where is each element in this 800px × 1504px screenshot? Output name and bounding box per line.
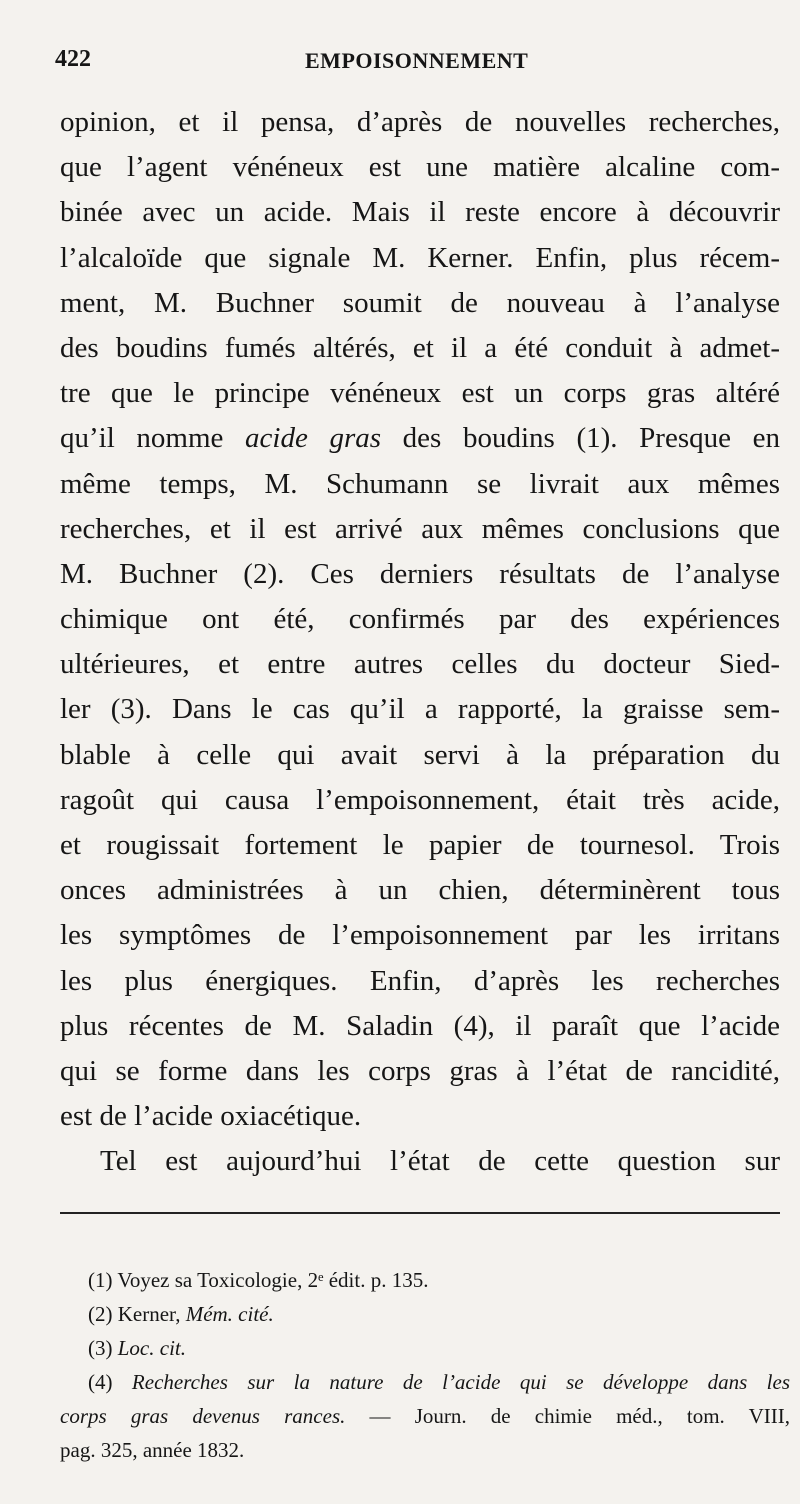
- text-line: ragoût qui causa l’empoisonnement, était très acide,: [60, 783, 780, 816]
- body-text: [60, 100, 780, 1185]
- text-line: même temps, M. Schumann se livrait aux mêmes: [60, 467, 780, 500]
- footnote-4-source: — Journ. de chimie méd., tom. VIII,: [345, 1404, 790, 1428]
- text-line: qui se forme dans les corps gras à l’état de rancidité,: [60, 1054, 780, 1087]
- footnote-2-italic: Mém. cité.: [185, 1302, 274, 1326]
- page-number: 422: [55, 46, 91, 72]
- footnote-4-italic-cont: corps gras devenus rances.: [60, 1404, 346, 1428]
- text-line: recherches, et il est arrivé aux mêmes conclusions que: [60, 512, 780, 545]
- text-line: plus récentes de M. Saladin (4), il paraît que l’acide: [60, 1009, 780, 1042]
- paragraph-start-line: Tel est aujourd’hui l’état de cette question sur: [100, 1145, 780, 1178]
- footnote-4-end: pag. 325, année 1832.: [60, 1438, 245, 1462]
- text-line: des boudins fumés altérés, et il a été conduit à admet-: [60, 331, 780, 364]
- text-line: que l’agent vénéneux est une matière alcaline com-: [60, 151, 780, 184]
- footnote-4: [60, 1365, 790, 1399]
- footnotes: [60, 1263, 790, 1467]
- text-line: M. Buchner (2). Ces derniers résultats de l’analyse: [60, 557, 780, 590]
- text-line: binée avec un acide. Mais il reste encore à découvrir: [60, 196, 780, 229]
- footnote-4-text: (4): [88, 1370, 132, 1394]
- footnote-4-italic: Recherches sur la nature de l’acide qui se développe dans les: [131, 1370, 790, 1394]
- text-line: onces administrées à un chien, déterminèrent tous: [60, 874, 780, 907]
- footnote-3-text: (3): [88, 1336, 118, 1360]
- text-line: l’alcaloïde que signale M. Kerner. Enfin, plus récem-: [60, 241, 780, 274]
- text-line: blable à celle qui avait servi à la préparation du: [60, 738, 780, 771]
- footnote-3-italic: Loc. cit.: [117, 1336, 186, 1360]
- text-line: chimique ont été, confirmés par des expériences: [60, 603, 780, 636]
- text-line: ler (3). Dans le cas qu’il a rapporté, la graisse sem-: [60, 693, 780, 726]
- footnote-2-text: (2) Kerner,: [88, 1302, 186, 1326]
- text-line: tre que le principe vénéneux est un corps gras altéré: [60, 377, 780, 410]
- footnote-divider: [60, 1212, 780, 1214]
- footnote-4-cont: [60, 1399, 790, 1433]
- running-title: EMPOISONNEMENT: [305, 48, 529, 73]
- footnote-2: [60, 1297, 790, 1331]
- text-line: ultérieures, et entre autres celles du docteur Sied-: [60, 648, 780, 681]
- text-line: opinion, et il pensa, d’après de nouvelles recherches,: [60, 106, 780, 138]
- italic-term: acide gras: [245, 422, 382, 455]
- page-header: [55, 46, 775, 86]
- text-line: et rougissait fortement le papier de tournesol. Trois: [60, 829, 780, 861]
- text-line: les symptômes de l’empoisonnement par les irritans: [60, 919, 780, 952]
- text-line: est de l’acide oxiacétique.: [60, 1100, 362, 1133]
- text-segment: des boudins (1). Presque en: [381, 422, 780, 455]
- text-line-with-italic: [60, 416, 780, 461]
- text-segment: qu’il nomme: [60, 422, 246, 455]
- footnote-3: [60, 1331, 790, 1365]
- text-line: les plus énergiques. Enfin, d’après les recherches: [60, 964, 780, 997]
- footnote-1: (1) Voyez sa Toxicologie, 2ᵉ édit. p. 135.: [88, 1268, 429, 1292]
- text-line: ment, M. Buchner soumit de nouveau à l’analyse: [60, 286, 780, 319]
